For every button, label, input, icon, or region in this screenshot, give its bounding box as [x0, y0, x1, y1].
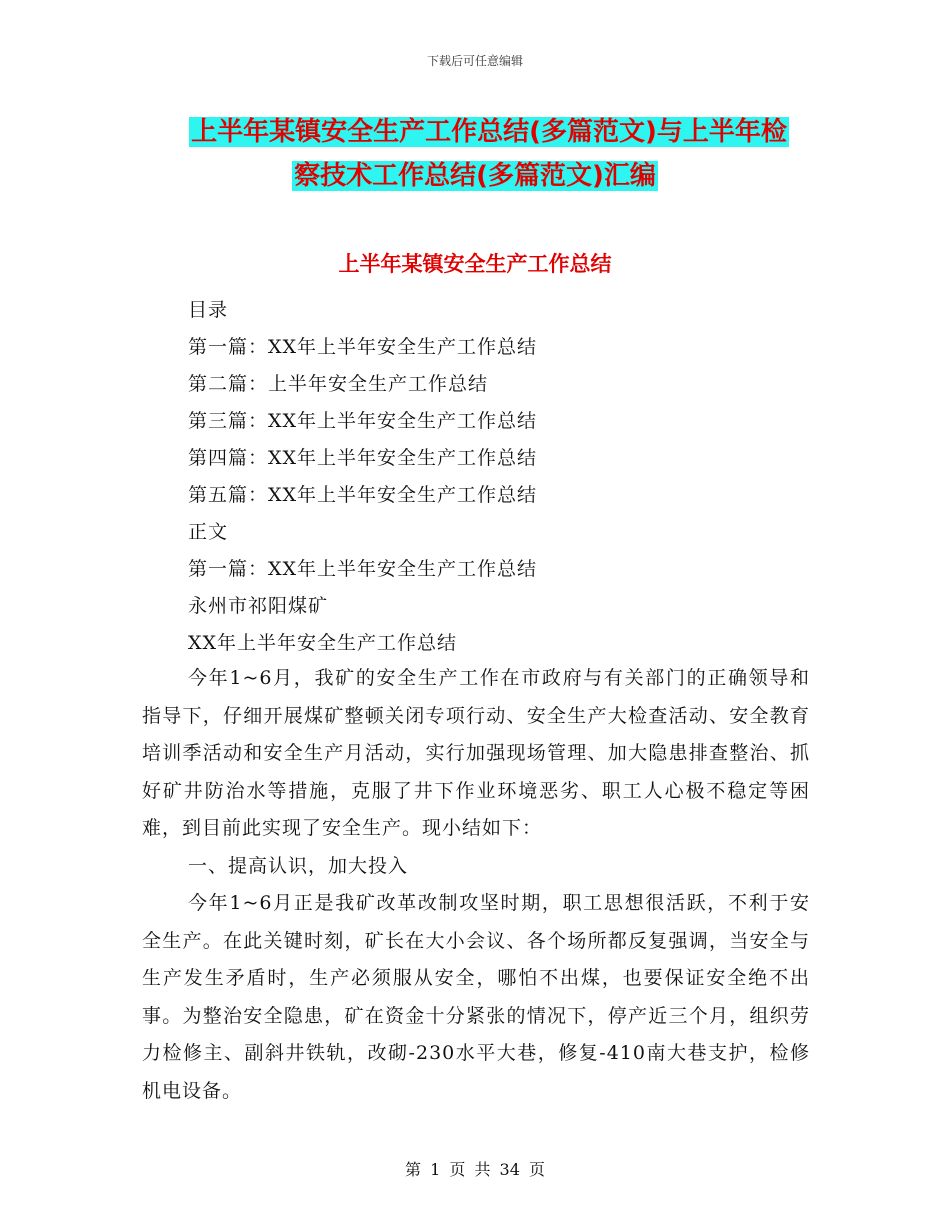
paragraph: 今年1~6月，我矿的安全生产工作在市政府与有关部门的正确领导和指导下，仔细开展煤矿整顿关闭专项行动、安全生产大检查活动、安全教育培训季活动和安全生产月活动，实行加强现场管理、加大隐患排查整治、抓好矿井防治水等措施，克服了井下作业环境恶劣、职工人心极不稳定等困难，到目前此实现了安全生产。现小结如下：	[142, 667, 810, 839]
toc-heading: 目录	[188, 299, 229, 321]
page-number: 第 1 页 共 34 页	[405, 1160, 545, 1179]
article-title: 第一篇：XX年上半年安全生产工作总结	[188, 558, 538, 580]
report-title: XX年上半年安全生产工作总结	[188, 632, 458, 654]
section-title: 上半年某镇安全生产工作总结	[338, 252, 612, 276]
table-of-contents	[188, 292, 808, 662]
organization-name: 永州市祁阳煤矿	[188, 595, 329, 617]
section-heading: 一、提高认识，加大投入	[188, 854, 409, 877]
body-heading: 正文	[188, 521, 229, 543]
toc-item: 第一篇：XX年上半年安全生产工作总结	[188, 336, 538, 358]
main-title-line-2: 察技术工作总结(多篇范文)汇编	[294, 161, 656, 191]
main-title-line-1: 上半年某镇安全生产工作总结(多篇范文)与上半年检	[191, 117, 787, 147]
toc-item: 第五篇：XX年上半年安全生产工作总结	[188, 484, 538, 506]
toc-item: 第四篇：XX年上半年安全生产工作总结	[188, 447, 538, 469]
page-header: 下载后可任意编辑	[426, 54, 523, 68]
document-body	[142, 660, 810, 1110]
toc-item: 第二篇：上半年安全生产工作总结	[188, 373, 489, 395]
document-main-title	[0, 110, 950, 198]
paragraph: 今年1~6月正是我矿改革改制攻坚时期，职工思想很活跃，不利于安全生产。在此关键时刻，矿长在大小会议、各个场所都反复强调，当安全与生产发生矛盾时，生产必须服从安全，哪怕不出煤，也要保证安全绝不出事。为整治安全隐患，矿在资金十分紧张的情况下，停产近三个月，组织劳力检修主、副斜井铁轨，改砌-230水平大巷，修复-410南大巷支护，检修机电设备。	[142, 892, 810, 1102]
toc-item: 第三篇：XX年上半年安全生产工作总结	[188, 410, 538, 432]
